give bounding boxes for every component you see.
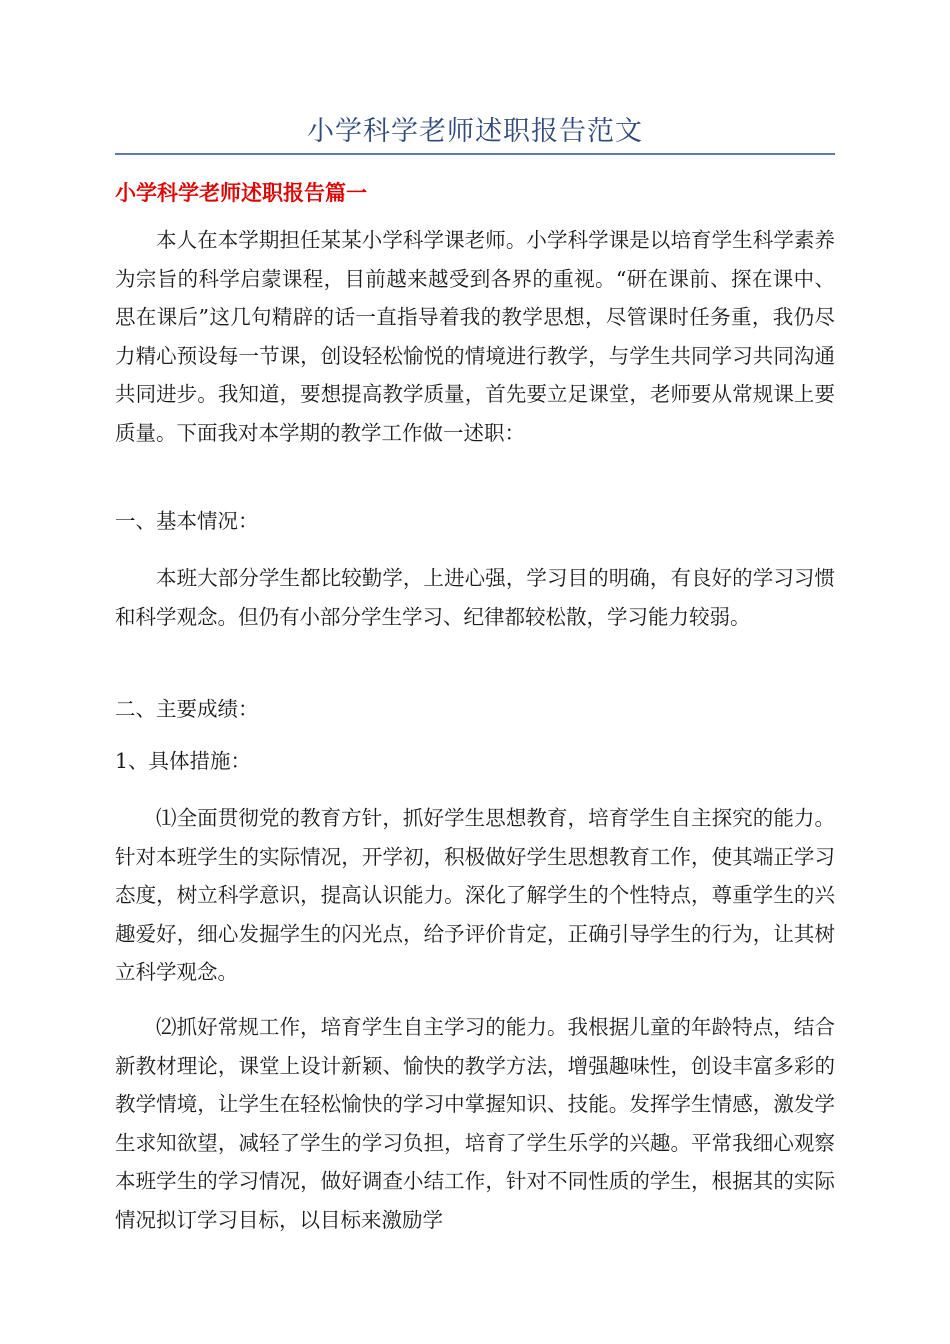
- heading-main-achievements: 二、主要成绩：: [115, 697, 259, 721]
- measure-paragraph-2: ⑵抓好常规工作，培育学生自主学习的能力。我根据儿童的年龄特点，结合新教材理论，课堂上设计新颖、愉快的教学方法，增强趣味性，创设丰富多彩的教学情境，让学生在轻松愉快的学习中掌握知识、技能。发挥学生情感，激发学生求知欲望，减轻了学生的学习负担，培育了学生乐学的兴趣。平常我细心观察本班学生的学习情况，做好调查小结工作，针对不同性质的学生，根据其的实际情况拟订学习目标，以目标来激励学: [115, 1015, 835, 1232]
- heading-specific-measures: 1、具体措施：: [115, 749, 252, 773]
- measure-paragraph-1: ⑴全面贯彻党的教育方针，抓好学生思想教育，培育学生自主探究的能力。针对本班学生的实际情况，开学初，积极做好学生思想教育工作，使其端正学习态度，树立科学意识，提高认识能力。深化了解学生的个性特点，尊重学生的兴趣爱好，细心发掘学生的闪光点，给予评价肯定，正确引导学生的行为，让其树立科学观念。: [115, 806, 835, 984]
- document-title: 小学科学老师述职报告范文: [307, 116, 643, 147]
- title-underline: [115, 153, 835, 155]
- basic-situation-paragraph: 本班大部分学生都比较勤学，上进心强，学习目的明确，有良好的学习习惯和科学观念。但仍有小部分学生学习、纪律都较松散，学习能力较弱。: [115, 566, 835, 629]
- intro-paragraph: 本人在本学期担任某某小学科学课老师。小学科学课是以培育学生科学素养为宗旨的科学启蒙课程，目前越来越受到各界的重视。“研在课前、探在课中、思在课后”这几句精辟的话一直指导着我的教学思想，尽管课时任务重，我仍尽力精心预设每一节课，创设轻松愉悦的情境进行教学，与学生共同学习共同沟通共同进步。我知道，要想提高教学质量，首先要立足课堂，老师要从常规课上要质量。下面我对本学期的教学工作做一述职：: [115, 228, 835, 445]
- section-heading: 小学科学老师述职报告篇一: [115, 181, 367, 205]
- heading-basic-situation: 一、基本情况：: [115, 509, 259, 533]
